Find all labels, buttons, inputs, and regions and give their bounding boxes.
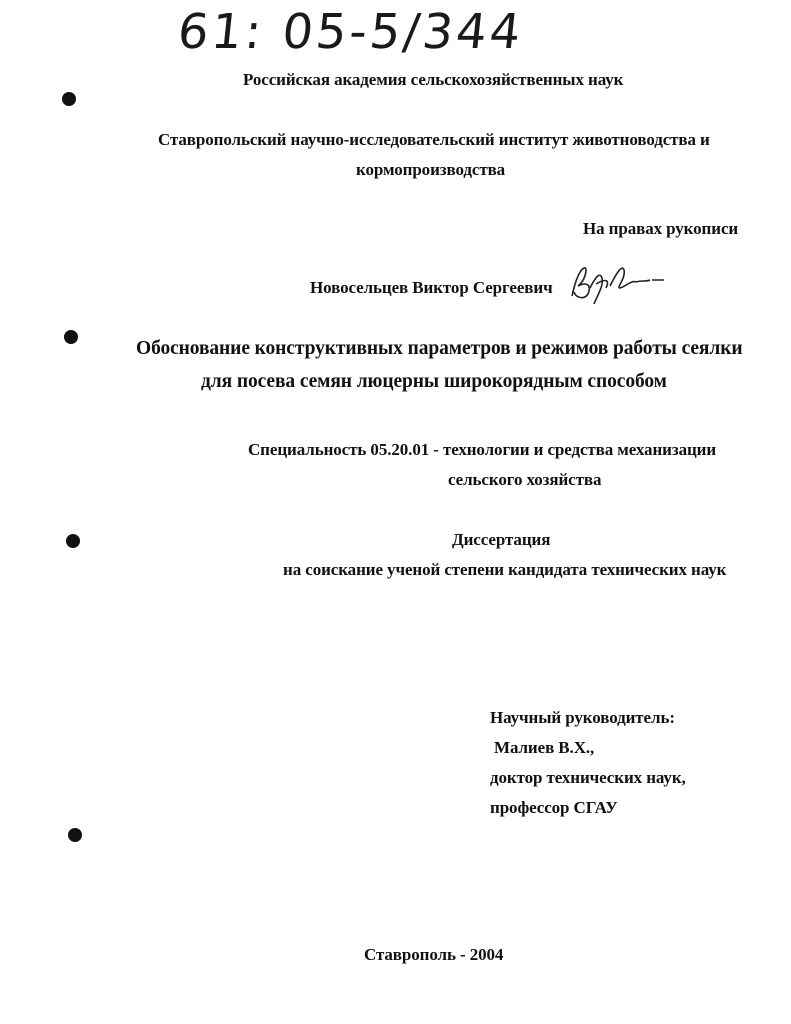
degree-sought: на соискание ученой степени кандидата технических наук xyxy=(283,560,727,579)
binder-hole-mark xyxy=(66,534,80,548)
supervisor-position: профессор СГАУ xyxy=(490,798,618,817)
binder-hole-mark xyxy=(64,330,78,344)
supervisor-label: Научный руководитель: xyxy=(490,708,675,727)
dissertation-title-line-1: Обоснование конструктивных параметров и режимов работы сеялки xyxy=(136,338,743,359)
dissertation-title-line-2: для посева семян люцерны широкорядным способом xyxy=(201,371,667,392)
binder-hole-mark xyxy=(68,828,82,842)
organization-name: Российская академия сельскохозяйственных наук xyxy=(243,70,624,89)
supervisor-name: Малиев В.Х., xyxy=(494,738,595,757)
author-signature xyxy=(566,258,666,308)
manuscript-rights-note: На правах рукописи xyxy=(583,219,739,238)
city-and-year: Ставрополь - 2004 xyxy=(364,945,504,964)
author-name: Новосельцев Виктор Сергеевич xyxy=(310,278,553,297)
specialty-line-2: сельского хозяйства xyxy=(448,470,602,489)
institute-name-line-1: Ставропольский научно-исследовательский институт животноводства и xyxy=(158,130,710,149)
specialty-line-1: Специальность 05.20.01 - технологии и средства механизации xyxy=(248,440,717,459)
institute-name-line-2: кормопроизводства xyxy=(356,160,506,179)
handwritten-archive-number: 61: 05-5/344 xyxy=(175,4,527,60)
supervisor-degree: доктор технических наук, xyxy=(490,768,686,787)
binder-hole-mark xyxy=(62,92,76,106)
work-type: Диссертация xyxy=(452,530,551,549)
